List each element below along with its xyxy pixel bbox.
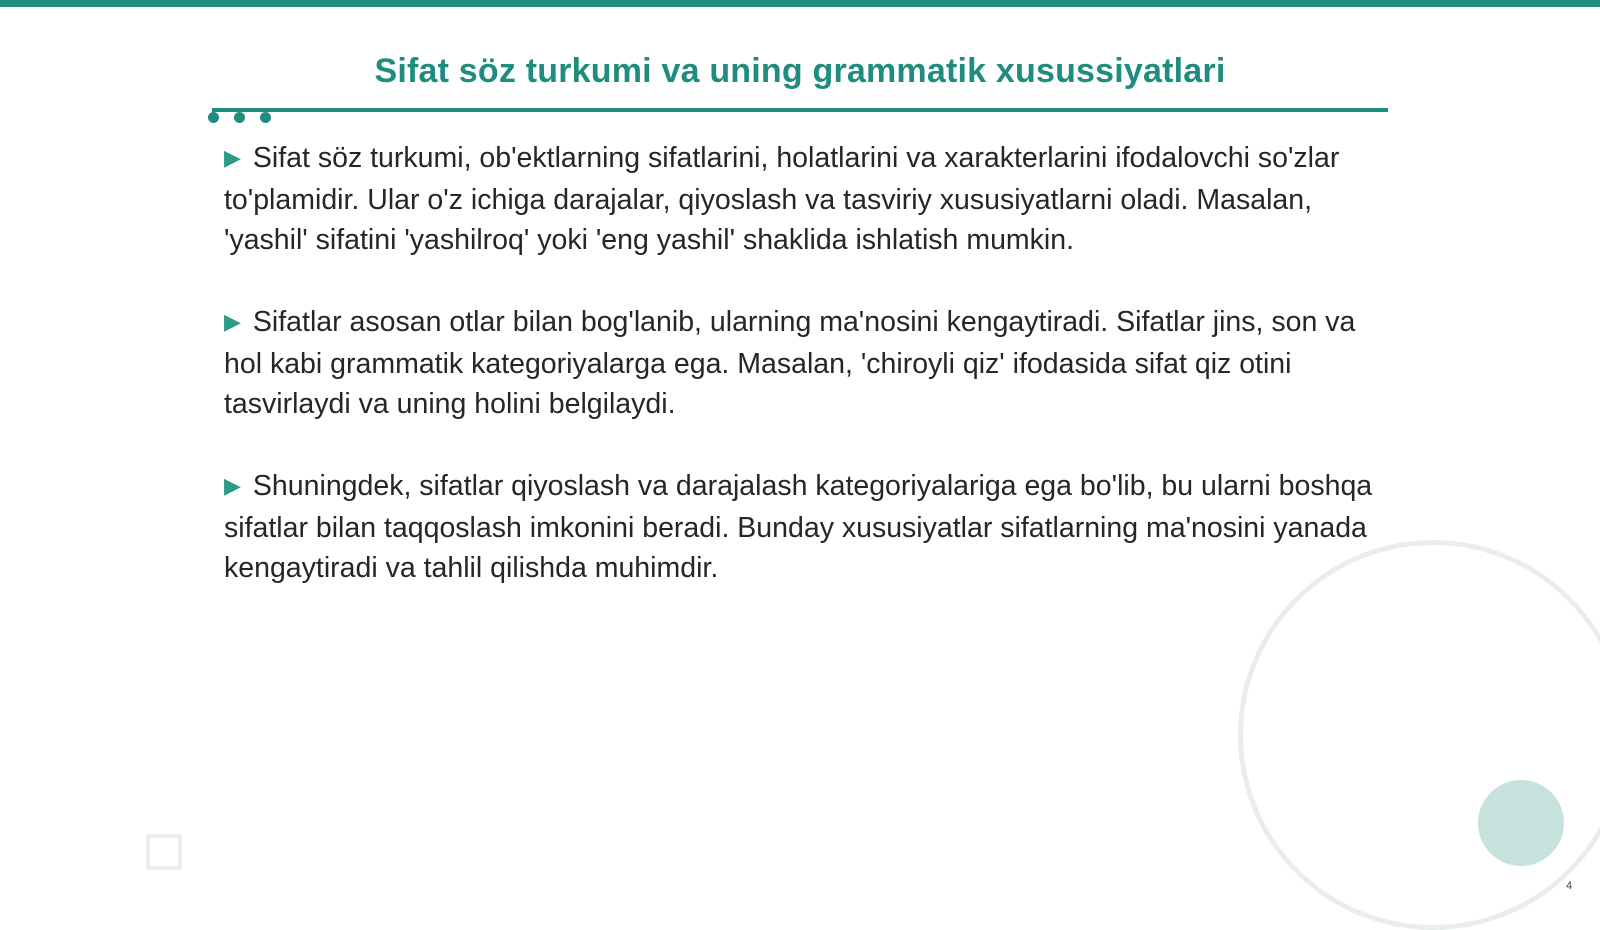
paragraph-text: Shuningdek, sifatlar qiyoslash va darajalash kategoriyalariga ega bo'lib, bu ularni boshqa sifatlar bilan taqqoslash imkonini beradi. Bunday xususiyatlar sifatlarning ma'nosini yanada kengaytiradi va tahlil qilishda muhimdir. (224, 470, 1373, 584)
bullet-paragraph (224, 138, 1374, 260)
bullet-paragraph (224, 466, 1374, 588)
paragraph-text: Sifat söz turkumi, ob'ektlarning sifatlarini, holatlarini va xarakterlarini ifodalovchi so'zlar to'plamidir. Ular o'z ichiga darajalar, qiyoslash va tasviriy xususiyatlarni oladi. Masalan, 'yashil' sifatini 'yashilroq' yoki 'eng yashil' shaklida ishlatish mumkin. (224, 142, 1340, 256)
bullet-paragraph (224, 302, 1374, 424)
decor-dot (208, 112, 219, 123)
decor-square (146, 834, 182, 870)
page-number: 4 (1566, 880, 1573, 892)
paragraph-text: Sifatlar asosan otlar bilan bog'lanib, ularning ma'nosini kengaytiradi. Sifatlar jins, son va hol kabi grammatik kategoriyalarga ega. Masalan, 'chiroyli qiz' ifodasida sifat qiz otini tasvirlaydi va uning holini belgilaydi. (224, 306, 1356, 420)
slide-body (224, 138, 1374, 630)
top-accent-bar (0, 0, 1600, 7)
triangle-bullet-icon: ▶ (224, 473, 241, 498)
slide-title: Sifat söz turkumi va uning grammatik xusussiyatlari (374, 52, 1226, 90)
decor-dot (234, 112, 245, 123)
triangle-bullet-icon: ▶ (224, 309, 241, 334)
triangle-bullet-icon: ▶ (224, 145, 241, 170)
decor-circle (1478, 780, 1564, 866)
decor-ring (1238, 540, 1600, 930)
title-underline (212, 108, 1388, 112)
decor-dot (260, 112, 271, 123)
